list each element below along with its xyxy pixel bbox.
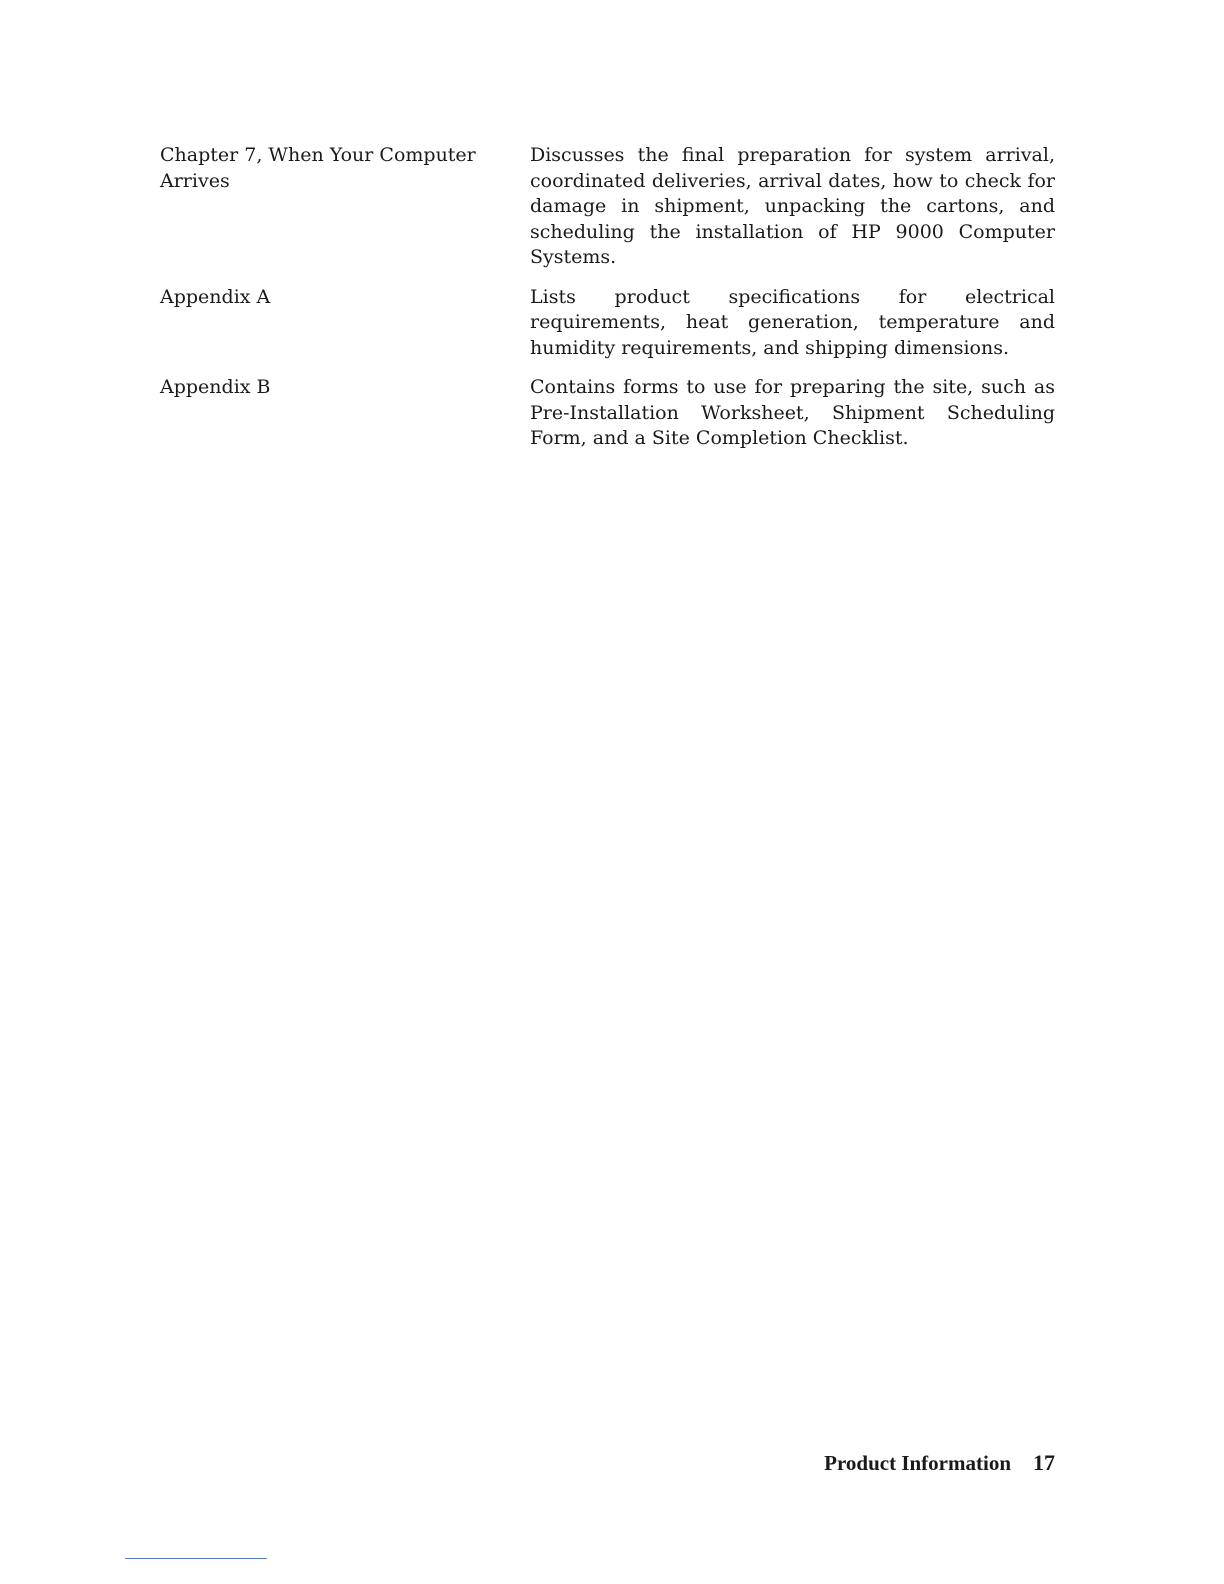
entry-term: Appendix A — [160, 285, 271, 308]
entry-description: Lists product specifications for electrical requirements, heat generation, temperature and humidity requirements, and shipping dimensions. — [530, 285, 1055, 359]
entry-appendix-b — [160, 375, 1055, 452]
page-number: 17 — [1033, 1450, 1055, 1475]
entry-description: Discusses the final preparation for system arrival, coordinated deliveries, arrival dates, how to check for damage in shipment, unpacking the cartons, and scheduling the installation of HP 9000 Computer Systems. — [530, 144, 1055, 268]
footer-section-title: Product Information — [824, 1451, 1011, 1475]
page-footer — [824, 1450, 1055, 1476]
entry-chapter-7 — [160, 143, 1055, 271]
entry-description: Contains forms to use for preparing the site, such as Pre-Installation Worksheet, Shipment Scheduling Form, and a Site Completion Checklist. — [530, 376, 1055, 449]
entry-term: Appendix B — [160, 376, 271, 398]
bottom-rule — [125, 1558, 267, 1559]
document-body — [160, 143, 1055, 466]
entry-term: Chapter 7, When Your Computer Arrives — [160, 144, 476, 192]
entry-appendix-a — [160, 285, 1055, 362]
